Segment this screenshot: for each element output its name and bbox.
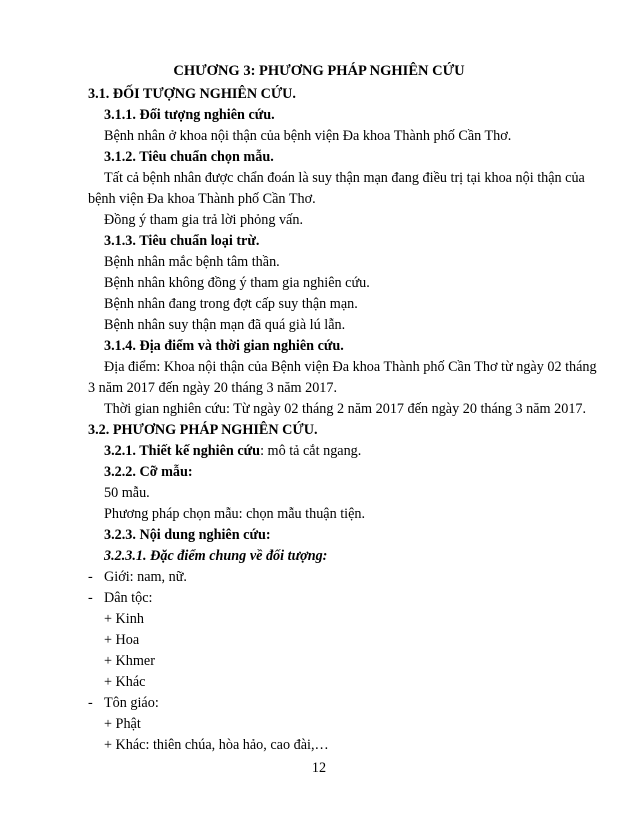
list-item: Bệnh nhân không đồng ý tham gia nghiên cứu.	[104, 275, 370, 291]
paragraph: Thời gian nghiên cứu: Từ ngày 02 tháng 2 năm 2017 đến ngày 20 tháng 3 năm 2017.	[104, 401, 587, 417]
list-item: Bệnh nhân suy thận mạn đã quá già lú lẫn.	[104, 317, 346, 333]
sub-list-item: + Khác: thiên chúa, hòa hảo, cao đài,…	[104, 737, 329, 753]
sub-list-item: + Hoa	[104, 632, 140, 648]
chapter-title: CHƯƠNG 3: PHƯƠNG PHÁP NGHIÊN CỨU	[173, 63, 465, 79]
section-3-1-3-heading: 3.1.3. Tiêu chuẩn loại trừ.	[104, 233, 260, 249]
paragraph: 50 mẫu.	[104, 485, 150, 501]
sub-list-item: + Khmer	[104, 653, 155, 669]
paragraph: Phương pháp chọn mẫu: chọn mẫu thuận tiện.	[104, 506, 366, 522]
section-3-1-1-heading: 3.1.1. Đối tượng nghiên cứu.	[104, 107, 275, 123]
section-3-2-1-heading: 3.2.1. Thiết kế nghiên cứu	[104, 443, 261, 459]
paragraph: Đồng ý tham gia trả lời phỏng vấn.	[104, 212, 303, 228]
section-3-1-4-heading: 3.1.4. Địa điểm và thời gian nghiên cứu.	[104, 338, 344, 354]
section-3-1-2-heading: 3.1.2. Tiêu chuẩn chọn mẫu.	[104, 149, 274, 165]
paragraph: Tất cả bệnh nhân được chẩn đoán là suy thận mạn đang điều trị tại khoa nội thận của	[104, 170, 585, 186]
paragraph: Địa điểm: Khoa nội thận của Bệnh viện Đa khoa Thành phố Cần Thơ từ ngày 02 tháng	[104, 359, 597, 375]
dash-bullet: -	[88, 590, 93, 606]
section-3-2-3-1-heading: 3.2.3.1. Đặc điểm chung về đối tượng:	[104, 548, 328, 564]
section-3-2-1-text: : mô tả cắt ngang.	[260, 443, 362, 459]
dash-bullet: -	[88, 569, 93, 585]
sub-list-item: + Phật	[104, 716, 141, 732]
page-number: 12	[311, 760, 327, 776]
paragraph-continuation: bệnh viện Đa khoa Thành phố Cần Thơ.	[88, 191, 316, 207]
list-item: Bệnh nhân mắc bệnh tâm thần.	[104, 254, 280, 270]
section-3-2-3-heading: 3.2.3. Nội dung nghiên cứu:	[104, 527, 271, 543]
list-item: Bệnh nhân đang trong đợt cấp suy thận mạn.	[104, 296, 358, 312]
paragraph-continuation: 3 năm 2017 đến ngày 20 tháng 3 năm 2017.	[88, 380, 338, 396]
section-3-1-heading: 3.1. ĐỐI TƯỢNG NGHIÊN CỨU.	[88, 86, 296, 102]
sub-list-item: + Kinh	[104, 611, 144, 627]
section-3-2-heading: 3.2. PHƯƠNG PHÁP NGHIÊN CỨU.	[88, 422, 318, 438]
sub-list-item: + Khác	[104, 674, 146, 690]
section-3-2-1-line	[104, 442, 361, 460]
gender-text: Giới: nam, nữ.	[104, 569, 187, 585]
paragraph: Bệnh nhân ở khoa nội thận của bệnh viện Đa khoa Thành phố Cần Thơ.	[104, 128, 512, 144]
dash-bullet: -	[88, 695, 93, 711]
section-3-2-2-heading: 3.2.2. Cỡ mẫu:	[104, 464, 193, 480]
ethnicity-text: Dân tộc:	[104, 590, 153, 606]
religion-text: Tôn giáo:	[104, 695, 159, 711]
